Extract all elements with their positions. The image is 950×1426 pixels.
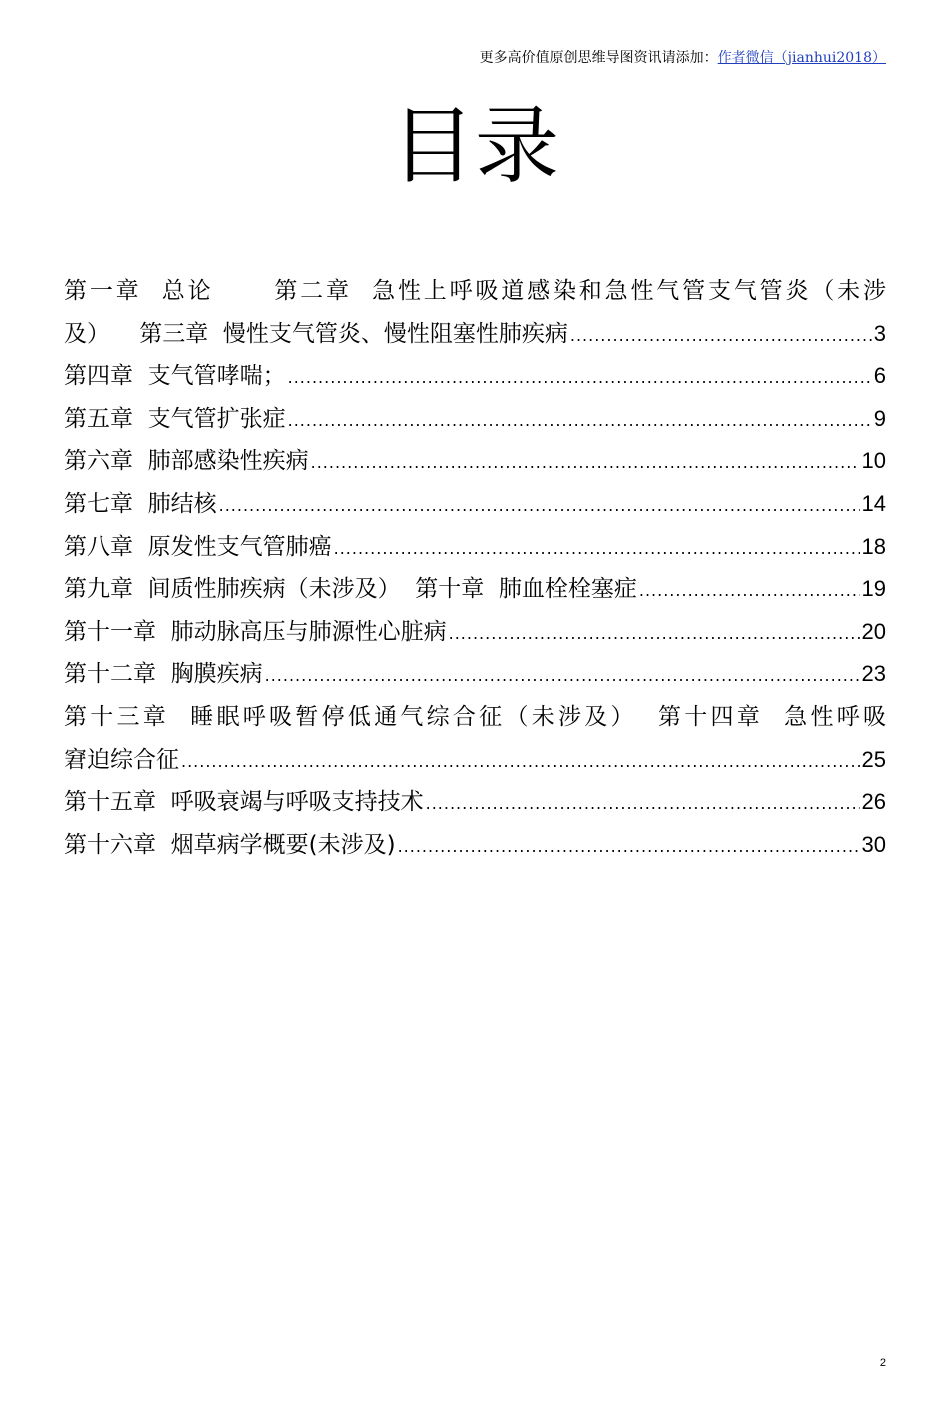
toc-entry-text: 第十二章 胸膜疾病: [64, 661, 263, 688]
toc-entry[interactable]: [64, 824, 886, 867]
toc-entry-text: 第七章 肺结核: [64, 490, 217, 517]
toc-entry[interactable]: [64, 440, 886, 483]
toc-entry-page: 23: [861, 661, 886, 687]
toc-entry-page: 20: [861, 618, 886, 644]
toc-entry[interactable]: [64, 739, 886, 782]
toc-leader-dots: [398, 826, 860, 867]
toc-leader-dots: [426, 783, 860, 824]
toc-leader-dots: [219, 485, 860, 526]
toc-entry-page: 26: [861, 789, 886, 815]
toc-leader-dots: [639, 570, 860, 611]
page-number: 2: [879, 1357, 886, 1369]
toc-leader-dots: [288, 400, 872, 441]
toc-leader-dots: [311, 442, 860, 483]
toc-entry-page: 14: [861, 490, 886, 516]
toc-entry-page: 10: [861, 448, 886, 474]
author-wechat-link[interactable]: 作者微信（jianhui2018）: [717, 50, 886, 66]
toc-entry-page: 25: [861, 746, 886, 772]
toc-entry-page: 3: [873, 320, 886, 346]
toc-entry-text: 第八章 原发性支气管肺癌: [64, 533, 332, 560]
toc-entry[interactable]: [64, 781, 886, 824]
toc-entry-page: 9: [873, 405, 886, 431]
toc-leader-dots: [181, 741, 860, 782]
toc-entry[interactable]: [64, 568, 886, 611]
toc-leader-dots: [265, 655, 860, 696]
toc-entry-text: 第十六章 烟草病学概要(未涉及): [64, 831, 396, 858]
toc-entry-text: 第十三章 睡眠呼吸暂停低通气综合征（未涉及） 第十四章 急性呼吸: [64, 703, 886, 730]
toc-leader-dots: [288, 357, 872, 398]
toc-entry[interactable]: [64, 526, 886, 569]
toc-entry[interactable]: [64, 398, 886, 441]
table-of-contents: [64, 270, 886, 866]
toc-entry-text: 第四章 支气管哮喘；: [64, 363, 286, 390]
toc-entry-text: 及） 第三章 慢性支气管炎、慢性阻塞性肺疾病: [64, 320, 568, 347]
toc-entry-page: 18: [861, 533, 886, 559]
toc-entry[interactable]: [64, 611, 886, 654]
toc-entry-text: 第六章 肺部感染性疾病: [64, 448, 309, 475]
toc-entry-text: 第十一章 肺动脉高压与肺源性心脏病: [64, 618, 447, 645]
header-note: [480, 48, 886, 68]
toc-entry-text: 第十五章 呼吸衰竭与呼吸支持技术: [64, 789, 424, 816]
toc-entry-page: 30: [861, 831, 886, 857]
header-note-text: 更多高价值原创思维导图资讯请添加：: [479, 50, 718, 66]
toc-entry[interactable]: [64, 270, 886, 313]
toc-entry[interactable]: [64, 355, 886, 398]
toc-entry[interactable]: [64, 483, 886, 526]
toc-entry-text: 窘迫综合征: [64, 746, 179, 773]
toc-entry-page: 6: [873, 363, 886, 389]
toc-entry-text: 第一章 总论 第二章 急性上呼吸道感染和急性气管支气管炎（未涉: [64, 278, 886, 304]
toc-entry-text: 第九章 间质性肺疾病（未涉及） 第十章 肺血栓栓塞症: [64, 576, 637, 603]
toc-leader-dots: [570, 315, 872, 356]
toc-entry[interactable]: [64, 313, 886, 356]
toc-entry[interactable]: [64, 696, 886, 739]
toc-leader-dots: [449, 613, 860, 654]
page-title: 目录: [390, 97, 559, 195]
toc-entry[interactable]: [64, 653, 886, 696]
toc-entry-text: 第五章 支气管扩张症: [64, 405, 286, 432]
toc-leader-dots: [334, 528, 860, 569]
toc-entry-page: 19: [861, 576, 886, 602]
